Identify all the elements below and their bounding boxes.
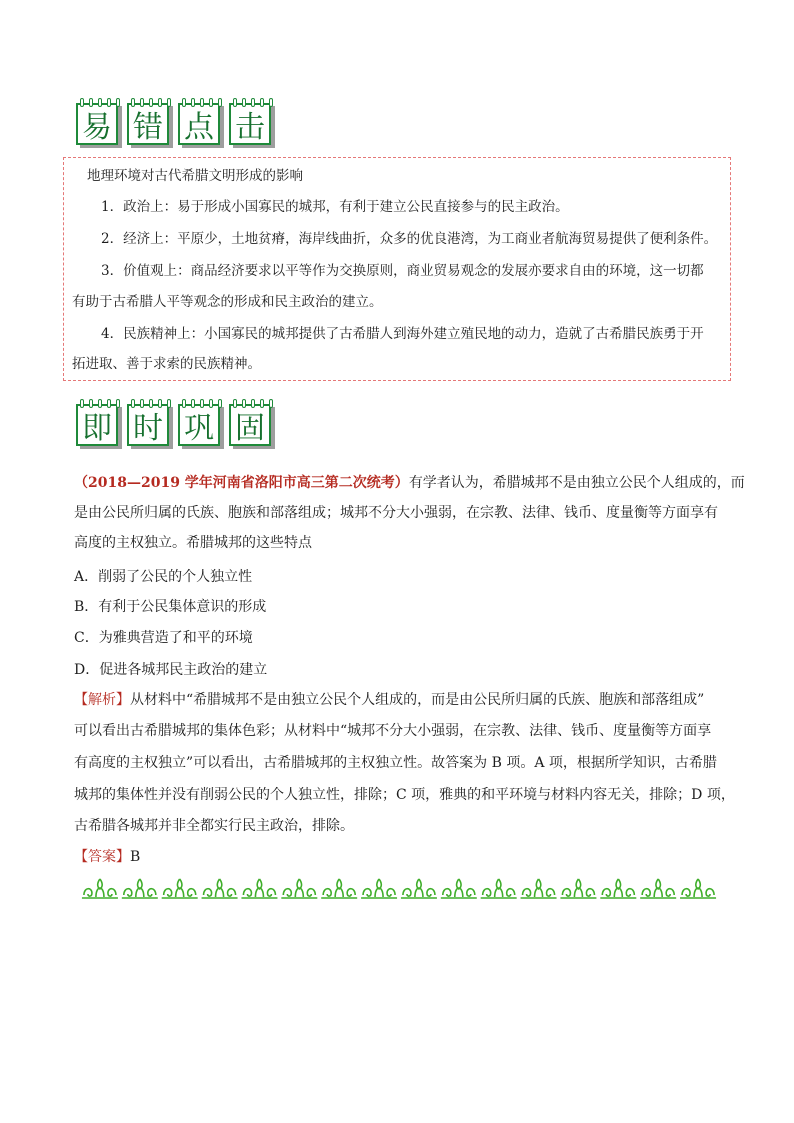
analysis-label: 【解析】 [74,692,130,708]
ornament-motif [401,879,437,898]
analysis-line-4: 城邦的集体性并没有削弱公民的个人独立性，排除；C 项，雅典的和平环境与材料内容无关，排除；D 项， [74,787,735,803]
heading-badge: 固 [229,401,276,450]
analysis-line-3: 有高度的主权独立”可以看出，古希腊城邦的主权独立性。故答案为 B 项。A 项，根据所学知识，古希腊 [74,755,717,771]
ornament-motif [82,879,118,898]
ornament-motif [202,879,238,898]
answer-line [74,846,140,866]
option-c: C．为雅典营造了和平的环境 [74,630,253,646]
box-point-1: 1．政治上：易于形成小国寡民的城邦，有利于建立公民直接参与的民主政治。 [101,199,569,215]
answer-label: 【答案】 [74,849,130,865]
ornament-motif [122,879,158,898]
question-line-2: 是由公民所归属的氏族、胞族和部落组成；城邦不分大小强弱，在宗教、法律、钱币、度量衡等方面享有 [74,505,718,521]
box-intro: 地理环境对古代希腊文明形成的影响 [87,168,303,184]
heading-badge: 击 [229,100,276,149]
analysis-line-2: 可以看出古希腊城邦的集体色彩；从材料中“城邦不分大小强弱，在宗教、法律、钱币、度量衡等方面享 [74,723,712,739]
box-point-4a: 4．民族精神上：小国寡民的城邦提供了古希腊人到海外建立殖民地的动力，造就了古希腊民族勇于开 [101,326,704,342]
box-point-2: 2．经济上：平原少，土地贫瘠，海岸线曲折，众多的优良港湾，为工商业者航海贸易提供了便利条件。 [101,231,718,247]
ornament-motif [281,879,317,898]
heading-badge: 错 [127,100,174,149]
heading-badge: 时 [127,401,174,450]
answer-value: B [130,849,141,865]
box-point-3b: 有助于古希腊人平等观念的形成和民主政治的建立。 [72,294,383,310]
ornament-motif [241,879,277,898]
analysis-line-5: 古希腊各城邦并非全都实行民主政治，排除。 [74,818,354,834]
heading-badge: 巩 [178,401,225,450]
ornament-motif [481,879,517,898]
heading-error-points [76,100,276,149]
heading-consolidation [76,401,276,450]
key-points-box [63,157,731,381]
option-a: A．削弱了公民的个人独立性 [74,569,253,585]
question-source: （2018—2019 学年河南省洛阳市高三第二次统考） [74,475,409,491]
box-point-4b: 拓进取、善于求索的民族精神。 [72,356,261,372]
option-d: D．促进各城邦民主政治的建立 [74,662,268,678]
ornament-motif [600,879,636,898]
option-b: B．有利于公民集体意识的形成 [74,599,267,615]
heading-badge: 点 [178,100,225,149]
ornament-motif [321,879,357,898]
ornament-motif [441,879,477,898]
ornament-motif [162,879,198,898]
ornament-motif [521,879,557,898]
ornament-motif [560,879,596,898]
question-line-3: 高度的主权独立。希腊城邦的这些特点 [74,535,312,551]
ornament-motif [680,879,716,898]
heading-badge: 即 [76,401,123,450]
box-point-3a: 3．价值观上：商品经济要求以平等作为交换原则，商业贸易观念的发展亦要求自由的环境，这一切都 [101,263,704,279]
ornament-motif [361,879,397,898]
ornament-divider [80,877,718,901]
ornament-motif [640,879,676,898]
heading-badge: 易 [76,100,123,149]
analysis-line-1: 【解析】从材料中“希腊城邦不是由独立公民个人组成的，而是由公民所归属的氏族、胞族和部落组成” [74,692,705,708]
question-line-1: （2018—2019 学年河南省洛阳市高三第二次统考）有学者认为，希腊城邦不是由独立公民个人组成的，而 [74,475,745,491]
